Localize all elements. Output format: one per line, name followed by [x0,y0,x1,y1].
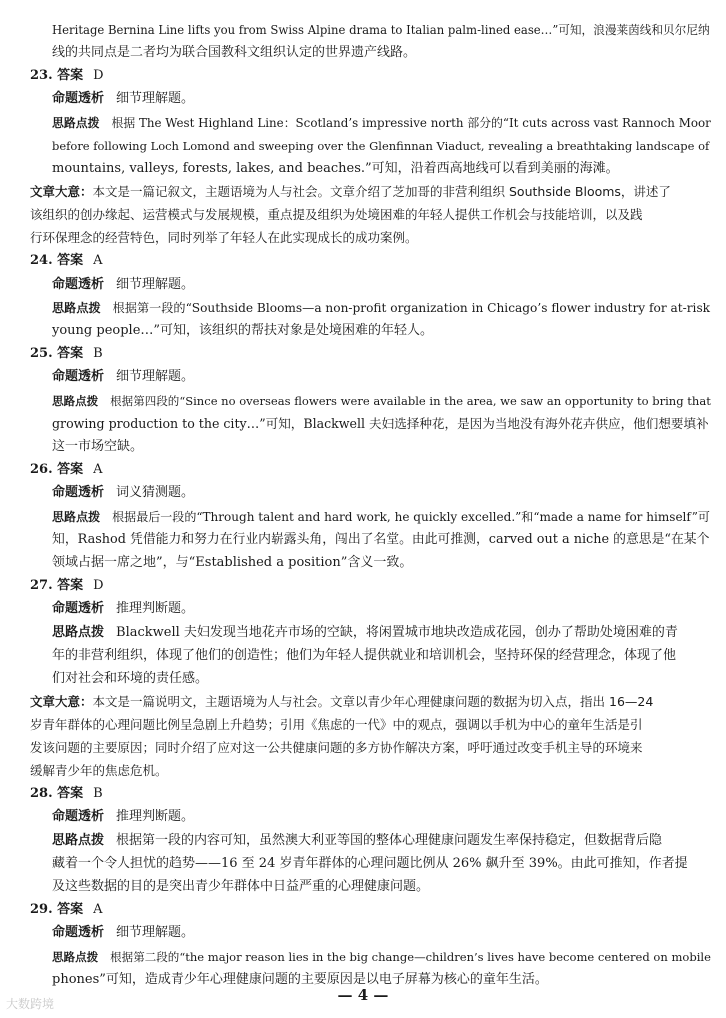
question-23-hint-line: mountains, valleys, forests, lakes, and beaches.”可知，沿着西高地线可以看到美丽的海滩。 [52,161,619,176]
question-25-type: 命题透析 细节理解题。 [52,369,195,384]
question-27-hint: 思路点拨 Blackwell 夫妇发现当地花卉市场的空缺，将闲置城市地块改造成花园，创办了帮助处境困难的青 [52,625,678,640]
question-23-answer: 23. 答案 D [30,68,104,83]
question-28-answer: 28. 答案 B [30,786,103,801]
question-27-hint-line: 们对社会和环境的责任感。 [52,671,209,686]
article-summary-line: 发该问题的主要原因；同时介绍了应对这一公共健康问题的多方协作解决方案，呼吁通过改变手机主导的环境来 [30,740,643,755]
article-summary-line: 岁青年群体的心理问题比例呈急剧上升趋势；引用《焦虑的一代》中的观点，强调以手机为中心的童年生活是引 [30,717,643,732]
article-summary: 文章大意：本文是一篇记叙文，主题语境为人与社会。文章介绍了芝加哥的非营利组织 Southside Blooms，讲述了 [30,184,671,199]
question-26-hint: 思路点拨 根据最后一段的“Through talent and hard work, he quickly excelled.”和“made a name for himself”可 [52,510,710,524]
question-29-type: 命题透析 细节理解题。 [52,925,195,940]
question-27-answer: 27. 答案 D [30,578,104,593]
question-29-answer: 29. 答案 A [30,902,103,917]
question-23-hint: 思路点拨 根据 The West Highland Line：Scotland’s impressive north 部分的“It cuts across vast Rannoch Moor [52,116,711,130]
question-23-type: 命题透析 细节理解题。 [52,91,195,106]
intro-line: 线的共同点是二者均为联合国教科文组织认定的世界遗产线路。 [52,45,417,60]
question-29-hint: 思路点拨 根据第二段的“the major reason lies in the big change—children’s lives have become centered on mobile [52,950,711,964]
question-29-hint-line: phones”可知，造成青少年心理健康问题的主要原因是以电子屏幕为核心的童年生活。 [52,972,548,987]
question-26-answer: 26. 答案 A [30,462,103,477]
article-summary: 文章大意：本文是一篇说明文，主题语境为人与社会。文章以青少年心理健康问题的数据为切入点，指出 16—24 [30,694,654,709]
question-25-hint-line: 这一市场空缺。 [52,439,144,454]
page-number: — 4 — [337,986,389,1004]
watermark: 大数跨境 [6,997,55,1011]
question-23-hint-line: before following Loch Lomond and sweeping over the Glenfinnan Viaduct, revealing a breathtaking landscape of [52,139,710,153]
question-28-hint-line: 藏着一个令人担忧的趋势——16 至 24 岁青年群体的心理问题比例从 26% 飙升至 39%。由此可推知，作者提 [52,856,688,871]
question-26-hint-line: 知，Rashod 凭借能力和努力在行业内崭露头角，闯出了名堂。由此可推测，carved out a niche 的意思是“在某个 [52,532,710,547]
question-26-type: 命题透析 词义猜测题。 [52,485,195,500]
question-24-answer: 24. 答案 A [30,253,103,268]
question-24-hint: 思路点拨 根据第一段的“Southside Blooms—a non-profit organization in Chicago’s flower industry for at-risk [52,301,711,315]
question-28-type: 命题透析 推理判断题。 [52,809,195,824]
intro-line: Heritage Bernina Line lifts you from Swiss Alpine drama to Italian palm-lined ease…”可知，浪漫莱茵线和贝尔尼纳 [52,23,710,37]
article-summary-line: 行环保理念的经营特色，同时列举了年轻人在此实现成长的成功案例。 [30,230,418,245]
article-summary-line: 该组织的创办缘起、运营模式与发展规模，重点提及组织为处境困难的年轻人提供工作机会与技能培训，以及践 [30,207,643,222]
question-26-hint-line: 领域占据一席之地”，与“Established a position”含义一致。 [52,555,413,570]
question-28-hint-line: 及这些数据的目的是突出青少年群体中日益严重的心理健康问题。 [52,879,430,894]
question-25-hint: 思路点拨 根据第四段的“Since no overseas flowers were available in the area, we saw an opportunity to bring that [52,394,711,408]
question-25-hint-line: growing production to the city…”可知，Blackwell 夫妇选择种花，是因为当地没有海外花卉供应，他们想要填补 [52,416,709,431]
question-24-hint-line: young people…”可知，该组织的帮扶对象是处境困难的年轻人。 [52,323,434,338]
question-28-hint: 思路点拨 根据第一段的内容可知，虽然澳大利亚等国的整体心理健康问题发生率保持稳定，但数据背后隐 [52,833,663,848]
article-summary-line: 缓解青少年的焦虑危机。 [30,763,168,778]
question-27-type: 命题透析 推理判断题。 [52,601,195,616]
question-25-answer: 25. 答案 B [30,346,103,361]
question-24-type: 命题透析 细节理解题。 [52,277,195,292]
question-27-hint-line: 年的非营利组织，体现了他们的创造性；他们为年轻人提供就业和培训机会，坚持环保的经营理念，体现了他 [52,648,677,663]
